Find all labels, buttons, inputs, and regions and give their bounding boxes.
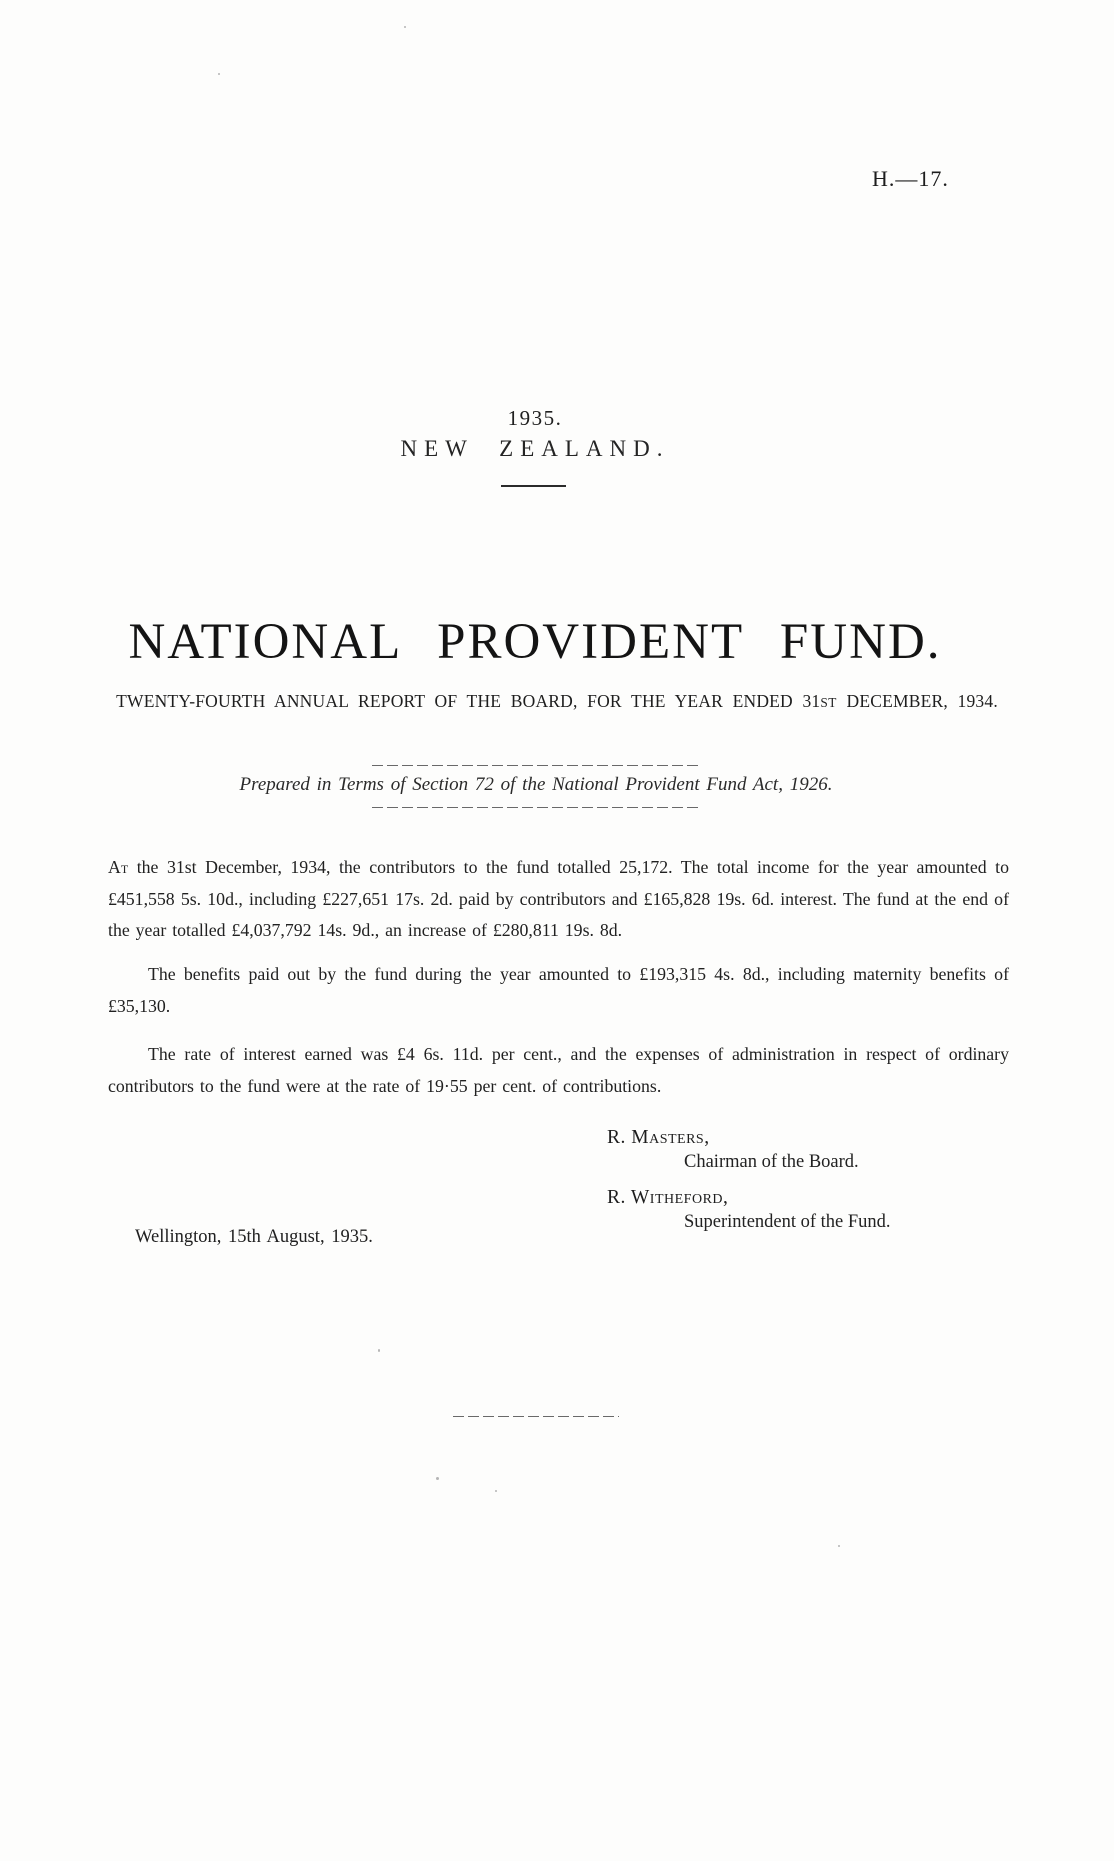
paragraph-body-text: the 31st December, 1934, the contributors to the fund totalled 25,172. The total income for the year amounted to £451,558 5s. 10d., including £227,651 17s. 2d. paid by contributors and £165,828 19s. 6d. interest. The fund at the end of the year totalled £4,037,792 14s. 9d., an increase of £280,811 19s. 8d. (108, 857, 1010, 940)
paragraph-benefits-paid: The benefits paid out by the fund during the year amounted to £193,315 4s. 8d., including maternity benefits of £35,130. (108, 964, 1009, 1016)
signature-superintendent-name: R. Witheford, (607, 1187, 729, 1208)
country-heading: NEW ZEALAND. (400, 436, 670, 461)
subtitle-text-pre: TWENTY-FOURTH ANNUAL REPORT OF THE BOARD, FOR THE YEAR ENDED 31 (116, 691, 821, 711)
paragraph-interest-rate: The rate of interest earned was £4 6s. 11d. per cent., and the expenses of administration in respect of ordinary contributors to the fund were at the rate of 19·55 per cent. of contributions. (108, 1044, 1009, 1096)
scan-speck (404, 26, 406, 28)
subtitle-text-post: DECEMBER, 1934. (836, 691, 998, 711)
page-title: NATIONAL PROVIDENT FUND. (128, 614, 942, 670)
report-subtitle (104, 691, 1010, 712)
document-reference-number: H.—17. (872, 166, 949, 191)
signature-superintendent-role: Superintendent of the Fund. (684, 1212, 891, 1232)
scan-speck (838, 1545, 840, 1547)
prepared-in-terms-line: Prepared in Terms of Section 72 of the National Provident Fund Act, 1926. (239, 774, 833, 795)
subtitle-ordinal: ST (820, 695, 837, 710)
prepared-rule-bottom (372, 807, 702, 808)
end-of-report-rule (453, 1416, 619, 1417)
signature-chairman-name: R. Masters, (607, 1127, 710, 1148)
scan-speck (436, 1477, 439, 1480)
scan-speck (218, 73, 220, 75)
year-heading: 1935. (507, 406, 563, 430)
paragraph-fund-totals (108, 852, 1009, 947)
divider-rule-short (501, 485, 566, 487)
signature-chairman-role: Chairman of the Board. (684, 1152, 859, 1172)
prepared-rule-top (372, 765, 702, 766)
scan-speck (495, 1490, 497, 1492)
paragraph-lead-word: At (108, 857, 129, 877)
scan-speck (378, 1349, 380, 1352)
place-and-date-line: Wellington, 15th August, 1935. (135, 1227, 373, 1247)
